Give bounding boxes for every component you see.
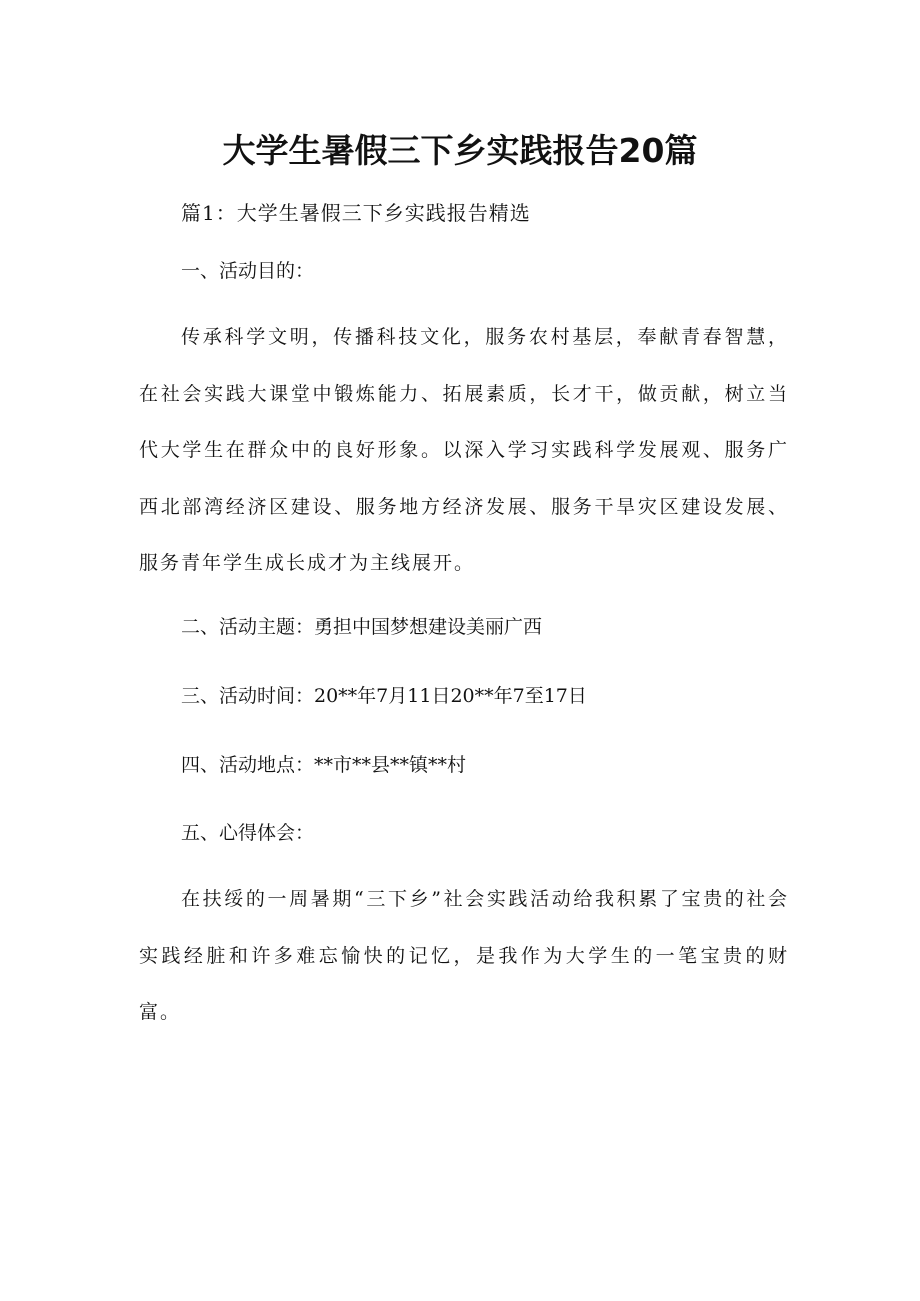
section-purpose-heading: 一、活动目的： — [181, 260, 315, 282]
section-reflection-body: 在扶绥的一周暑期“三下乡”社会实践活动给我积累了宝贵的社会实践经脏和许多难忘愉快的记忆，是我作为大学生的一笔宝贵的财富。 — [139, 888, 789, 1023]
article-subtitle: 篇1：大学生暑假三下乡实践报告精选 — [181, 201, 531, 225]
document-title: 大学生暑假三下乡实践报告20篇 — [222, 131, 698, 170]
section-purpose-body: 传承科学文明，传播科技文化，服务农村基层，奉献青春智慧，在社会实践大课堂中锻炼能力、拓展素质，长才干，做贡献，树立当代大学生在群众中的良好形象。以深入学习实践科学发展观、服务广西北部湾经济区建设、服务地方经济发展、服务干旱灾区建设发展、服务青年学生成长成才为主线展开。 — [139, 326, 789, 574]
section-location: 四、活动地点：**市**县**镇**村 — [181, 754, 467, 776]
section-theme: 二、活动主题：勇担中国梦想建设美丽广西 — [181, 616, 543, 638]
section-reflection-heading: 五、心得体会： — [181, 822, 315, 844]
section-time: 三、活动时间：20**年7月11日20**年7至17日 — [181, 685, 587, 707]
